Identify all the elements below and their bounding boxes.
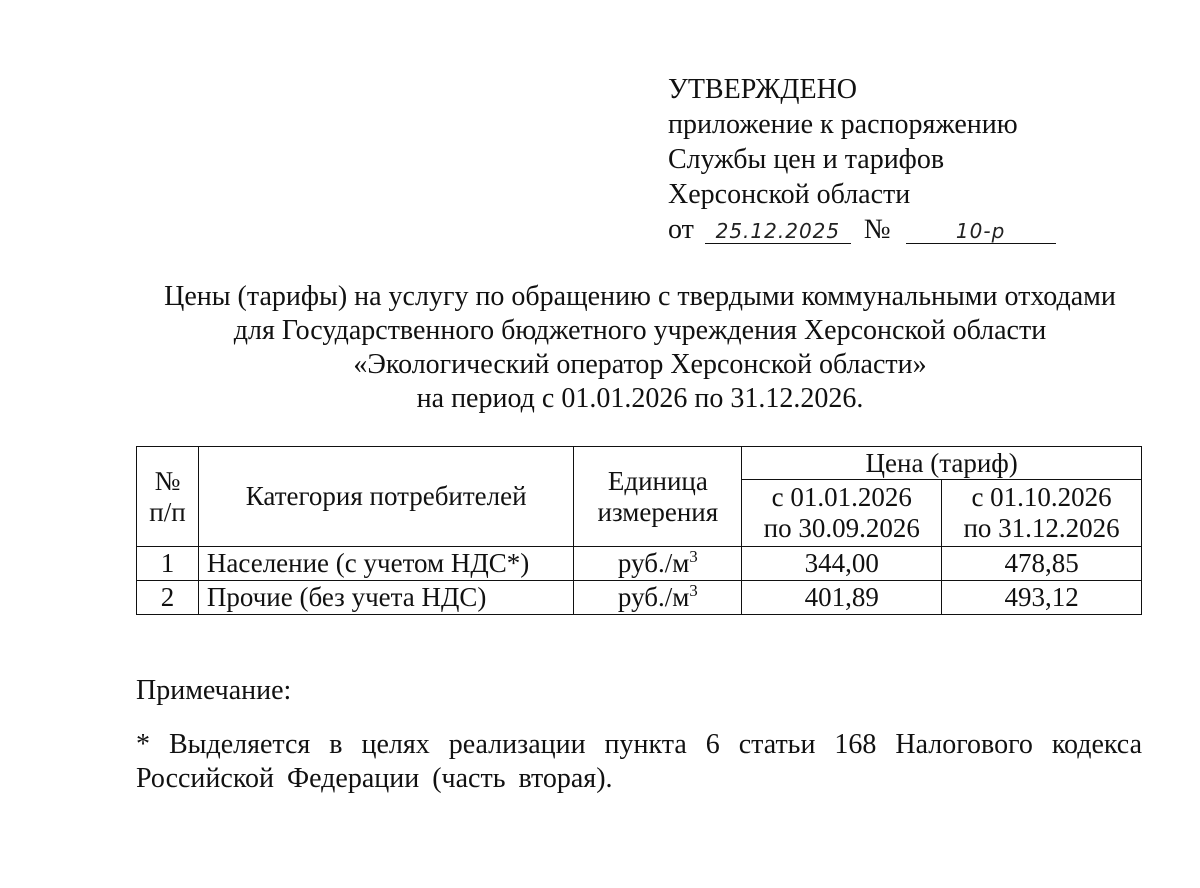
row-price-period-1: 344,00	[742, 547, 942, 581]
title-line-2: для Государственного бюджетного учреждения Херсонской области	[233, 315, 1047, 346]
approval-block	[668, 72, 1108, 247]
row-unit-sup: 3	[689, 581, 698, 600]
row-num: 2	[137, 581, 199, 615]
header-category: Категория потребителей	[198, 447, 573, 547]
row-unit	[574, 547, 742, 581]
approval-line-1: приложение к распоряжению	[668, 109, 1018, 140]
title-line-4: на период с 01.01.2026 по 31.12.2026.	[416, 383, 864, 414]
row-unit-text: руб./м	[617, 582, 690, 612]
approval-stamp: УТВЕРЖДЕНО	[668, 74, 858, 105]
row-price-period-2: 478,85	[942, 547, 1142, 581]
header-period-2	[942, 480, 1142, 547]
header-unit-line-2: измерения	[597, 496, 719, 527]
row-unit	[574, 581, 742, 615]
approval-from-label: от	[668, 214, 694, 245]
header-unit	[574, 447, 742, 547]
row-category: Прочие (без учета НДС)	[198, 581, 573, 615]
handwritten-date: 25.12.2025	[705, 219, 851, 244]
header-period-1-line-2: по 30.09.2026	[763, 513, 920, 543]
header-unit-line-1: Единица	[607, 465, 708, 496]
header-price-group: Цена (тариф)	[742, 447, 1142, 480]
tariff-table	[136, 446, 1142, 615]
approval-line-3: Херсонской области	[668, 179, 911, 210]
table-row	[137, 547, 1142, 581]
row-num: 1	[137, 547, 199, 581]
row-price-period-2: 493,12	[942, 581, 1142, 615]
row-price-period-1: 401,89	[742, 581, 942, 615]
approval-number-label: №	[863, 214, 891, 245]
handwritten-number: 10-р	[906, 219, 1056, 244]
document-title	[120, 280, 1160, 416]
note-text: * Выделяется в целях реализации пункта 6 статьи 168 Налогового кодекса Российской Федерации (часть вторая).	[136, 729, 1142, 794]
header-num-line-1: №	[154, 465, 181, 496]
header-period-2-line-1: с 01.10.2026	[971, 482, 1112, 512]
header-num-line-2: п/п	[149, 496, 186, 527]
header-num	[137, 447, 199, 547]
row-unit-text: руб./м	[617, 548, 690, 578]
title-line-3: «Экологический оператор Херсонской области»	[353, 349, 927, 380]
header-period-1-line-1: с 01.01.2026	[771, 482, 912, 512]
approval-date-number-row	[668, 212, 1108, 247]
title-line-1: Цены (тарифы) на услугу по обращению с твердыми коммунальными отходами	[164, 281, 1116, 312]
row-unit-sup: 3	[689, 547, 698, 566]
approval-line-2: Службы цен и тарифов	[668, 144, 945, 175]
row-category: Население (с учетом НДС*)	[198, 547, 573, 581]
note-heading: Примечание:	[136, 675, 292, 706]
table-row	[137, 581, 1142, 615]
header-period-1	[742, 480, 942, 547]
header-period-2-line-2: по 31.12.2026	[963, 513, 1120, 543]
